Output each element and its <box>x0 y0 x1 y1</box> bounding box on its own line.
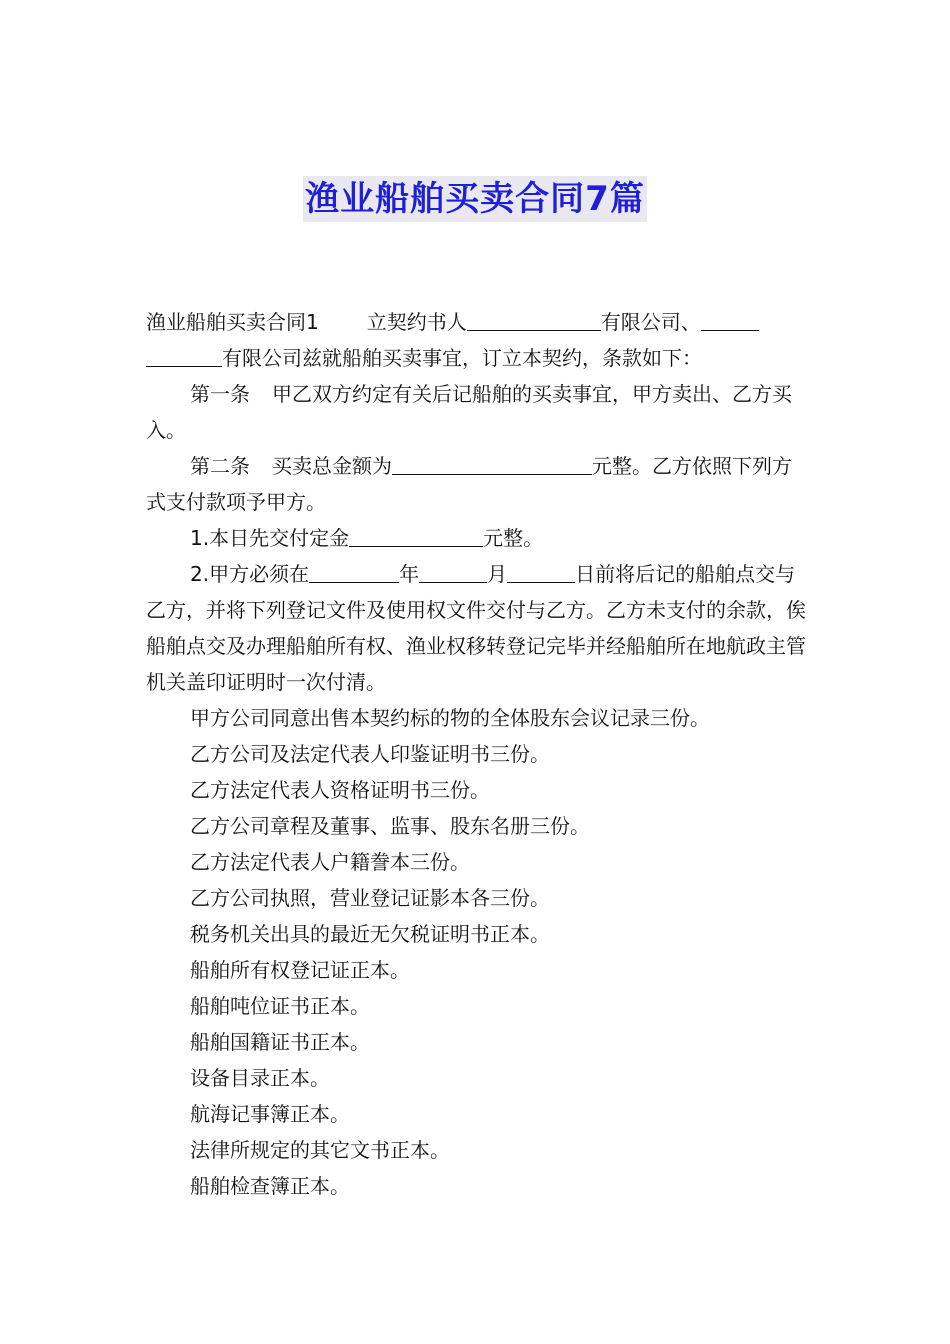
article-2 <box>146 448 810 520</box>
item-2-month: 月 <box>487 562 508 586</box>
blank-total-amount <box>392 452 592 475</box>
title-container <box>0 176 950 222</box>
item-2-after: 日前将后记的船舶点交与乙方，并将下列登记文件及使用权文件交付与乙方。乙方未支付的余款，俟船舶点交及办理船舶所有权、渔业权移转登记完毕并经船舶所在地航政主管机关盖印证明时一次付清。 <box>146 562 806 694</box>
list-item: 乙方公司及法定代表人印鉴证明书三份。 <box>190 742 550 766</box>
blank-year <box>309 560 399 583</box>
list-item: 设备目录正本。 <box>190 1066 330 1090</box>
list-item: 船舶国籍证书正本。 <box>190 1030 370 1054</box>
intro-text-1: 立契约书人 <box>366 310 467 334</box>
document-body <box>146 304 810 1204</box>
item-2-before: 2.甲方必须在 <box>190 562 310 586</box>
list-item: 乙方公司章程及董事、监事、股东名册三份。 <box>190 814 590 838</box>
item-2-year: 年 <box>399 562 420 586</box>
intro-paragraph <box>146 304 810 376</box>
contract-heading: 渔业船舶买卖合同1 <box>146 310 319 334</box>
article-1 <box>146 376 810 448</box>
item-1-before: 1.本日先交付定金 <box>190 526 350 550</box>
blank-day <box>507 560 575 583</box>
list-item: 乙方法定代表人户籍誊本三份。 <box>190 850 470 874</box>
list-item: 乙方法定代表人资格证明书三份。 <box>190 778 490 802</box>
blank-party-b-1 <box>701 308 759 331</box>
blank-party-b-2 <box>146 344 222 367</box>
item-1-after: 元整。 <box>483 526 544 550</box>
list-item: 甲方公司同意出售本契约标的物的全体股东会议记录三份。 <box>190 706 710 730</box>
intro-text-3: 有限公司兹就船舶买卖事宜，订立本契约，条款如下： <box>222 346 702 370</box>
article-2-label: 第二条 <box>190 454 250 478</box>
article-1-label: 第一条 <box>190 382 250 406</box>
list-item: 船舶检查簿正本。 <box>190 1174 350 1198</box>
list-item: 法律所规定的其它文书正本。 <box>190 1138 450 1162</box>
blank-deposit <box>349 524 483 547</box>
list-item: 税务机关出具的最近无欠税证明书正本。 <box>190 922 550 946</box>
item-2 <box>146 556 810 700</box>
list-item: 船舶所有权登记证正本。 <box>190 958 410 982</box>
blank-month <box>419 560 487 583</box>
intro-text-2: 有限公司、 <box>600 310 701 334</box>
list-item: 乙方公司执照，营业登记证影本各三份。 <box>190 886 550 910</box>
article-2-text-before: 买卖总金额为 <box>272 454 392 478</box>
article-2-text-after: 元整。乙方依照下列方式支付款项予甲方。 <box>146 454 792 514</box>
list-item: 船舶吨位证书正本。 <box>190 994 370 1018</box>
blank-party-a <box>467 308 601 331</box>
article-1-text: 甲乙双方约定有关后记船舶的买卖事宜，甲方卖出、乙方买入。 <box>146 382 792 442</box>
list-item: 航海记事簿正本。 <box>190 1102 350 1126</box>
document-title: 渔业船舶买卖合同7篇 <box>303 176 647 222</box>
item-1 <box>146 520 810 556</box>
